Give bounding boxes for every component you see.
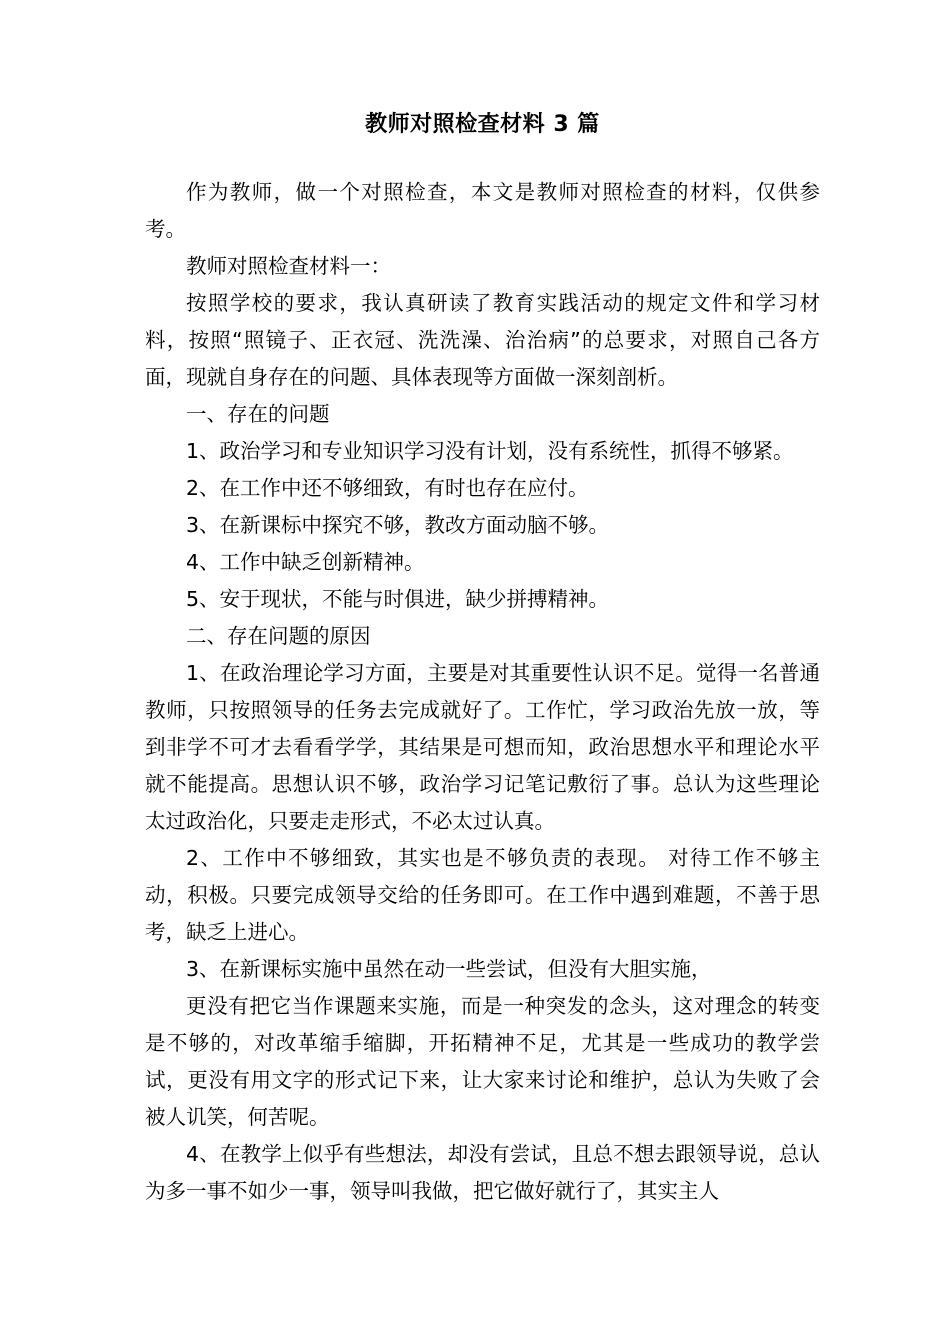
paragraph-body: 按照学校的要求，我认真研读了教育实践活动的规定文件和学习材料，按照“照镜子、正衣冠、洗洗澡、治治病”的总要求，对照自己各方面，现就自身存在的问题、具体表现等方面做一深刻剖析。: [145, 291, 820, 389]
paragraph-body: 更没有把它当作课题来实施，而是一种突发的念头，这对理念的转变是不够的，对改革缩手缩脚，开拓精神不足，尤其是一些成功的教学尝试，更没有用文字的形式记下来，让大家来讨论和维护，总认为失败了会被人讥笑，何苦呢。: [145, 994, 820, 1129]
paragraph-section-heading: 教师对照检查材料一：: [186, 254, 391, 278]
paragraph-body: 1、在政治理论学习方面，主要是对其重要性认识不足。觉得一名普通教师，只按照领导的任务去完成就好了。工作忙，学习政治先放一放，等到非学不可才去看看学学，其结果是可想而知，政治思想水平和理论水平就不能提高。思想认识不够，政治学习记笔记敷衍了事。总认为这些理论太过政治化，只要走走形式，不必太过认真。: [145, 661, 820, 833]
list-item: 1、政治学习和专业知识学习没有计划，没有系统性，抓得不够紧。: [186, 439, 794, 463]
list-item: 3、在新课标中探究不够，教改方面动脑不够。: [186, 513, 610, 537]
paragraph-body: 3、在新课标实施中虽然在动一些尝试，但没有大胆实施，: [186, 957, 712, 981]
heading-problems: 一、存在的问题: [186, 402, 330, 426]
paragraph-body: 4、在教学上似乎有些想法，却没有尝试，且总不想去跟领导说，总认为多一事不如少一事，领导叫我做，把它做好就行了，其实主人: [145, 1142, 820, 1203]
paragraph-body: 2、工作中不够细致，其实也是不够负责的表现。 对待工作不够主动，积极。只要完成领导交给的任务即可。在工作中遇到难题，不善于思考，缺乏上进心。: [145, 846, 820, 944]
paragraph-intro: 作为教师，做一个对照检查，本文是教师对照检查的材料，仅供参考。: [145, 180, 820, 241]
document-page: [145, 108, 820, 1210]
list-item: 2、在工作中还不够细致，有时也存在应付。: [186, 476, 589, 500]
document-title: 教师对照检查材料 3 篇: [365, 112, 600, 137]
list-item: 5、安于现状，不能与时俱进，缺少拼搏精神。: [186, 587, 610, 611]
heading-causes: 二、存在问题的原因: [186, 624, 371, 648]
list-item: 4、工作中缺乏创新精神。: [186, 550, 425, 574]
